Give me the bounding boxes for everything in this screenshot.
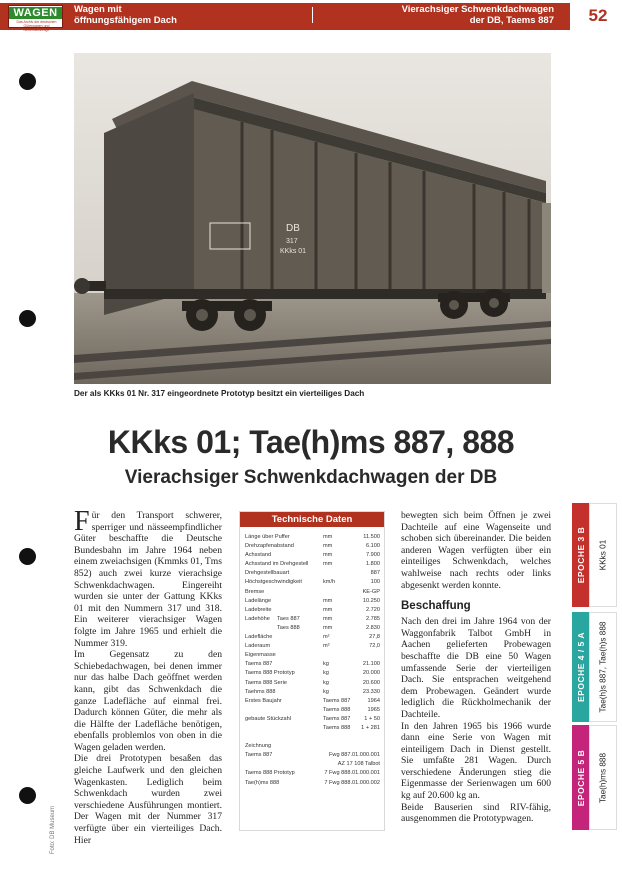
epoch-tab-3b[interactable] — [572, 503, 617, 607]
tech-value: 27,8 — [369, 634, 380, 641]
tech-data-rows — [240, 527, 384, 788]
binder-hole — [19, 310, 36, 327]
tech-unit: mm — [323, 552, 333, 559]
epoch-tab-strip — [572, 725, 589, 830]
epoch-tab-label: EPOCHE 4 / 5 A — [575, 632, 586, 702]
tech-data-box — [239, 511, 385, 831]
wagon-type-title-line1: Vierachsiger Schwenkdachwagen — [401, 4, 554, 15]
tech-label: Bremse — [245, 588, 265, 595]
epoch-tab-text: Tae(h)s 887, Tae(h)s 888 — [598, 621, 608, 713]
tech-data-row — [245, 669, 380, 678]
tech-data-row — [245, 724, 380, 733]
page-header — [0, 0, 622, 34]
article-paragraph: bewegten sich beim Öffnen je zwei Dachteile auf eine Wagenseite und schoben sich übereinander. Die beiden anderen Wagen verfügten über ein einteiliges Schwenkdach, welches wahlweise nach rechts oder links abgesenkt werden konnte. — [401, 510, 551, 591]
tech-unit: mm — [323, 615, 333, 622]
tech-data-row — [245, 597, 380, 606]
tech-label: Taehms 888 — [245, 688, 276, 695]
category-title-line1: Wagen mit — [74, 4, 122, 15]
tech-value: 887 — [370, 570, 380, 577]
tech-data-row — [245, 642, 380, 651]
article-paragraph — [74, 506, 222, 649]
tech-label: Achsstand im Drehgestell — [245, 561, 309, 568]
epoch-tab-body — [589, 725, 617, 830]
tech-data-row — [245, 733, 380, 742]
tech-value: AZ 17 108 Talbot — [337, 761, 380, 768]
tech-unit: mm — [323, 543, 333, 550]
tech-data-row — [245, 578, 380, 587]
tech-data-row — [245, 679, 380, 688]
tech-data-row — [245, 660, 380, 669]
tech-unit: m³ — [323, 643, 330, 650]
tech-label: Zeichnung — [245, 743, 272, 750]
tech-value: 1965 — [367, 706, 380, 713]
article-paragraph: Nach den drei im Jahre 1964 von der Waggonfabrik Talbot GmbH in Aachen gelieferten Probewagen beschaffte die DB eine 50 Wagen umfassende Serie der vierteiligen Dach. Sie entsprachen weitgehend dem Probewagen. Geändert wurde lediglich die Rückholmechanik der Dachteile. — [401, 616, 551, 720]
tech-label: Eigenmasse — [245, 652, 276, 659]
tech-unit: kg — [323, 688, 329, 695]
page-subtitle: Vierachsiger Schwenkdachwagen der DB — [124, 467, 498, 488]
tech-unit: Taems 888 — [323, 706, 351, 713]
logo-wordmark: WAGEN — [9, 7, 62, 19]
tech-data-row — [245, 651, 380, 660]
tech-label: Ladebreite — [245, 606, 272, 613]
tech-value: 1 + 281 — [361, 724, 380, 731]
tech-unit: kg — [323, 679, 329, 686]
tech-data-row — [245, 560, 380, 569]
tech-data-title: Technische Daten — [240, 512, 384, 527]
tech-value: 20.600 — [362, 679, 380, 686]
tech-unit: m² — [323, 634, 330, 641]
article-left-column — [74, 506, 222, 846]
tech-data-row — [245, 624, 380, 633]
tech-label: Taems 888 Prototyp — [245, 770, 295, 777]
tech-value: 21.100 — [362, 661, 380, 668]
tech-sublabel: Taes 888 — [277, 624, 300, 631]
tech-label: Laderaum — [245, 643, 271, 650]
tech-data-row — [245, 697, 380, 706]
tech-data-row — [245, 760, 380, 769]
binder-hole — [19, 73, 36, 90]
tech-data-row — [245, 779, 380, 788]
tech-unit: kg — [323, 661, 329, 668]
wagon-marking: DB — [286, 223, 300, 234]
tech-label: Länge über Puffer — [245, 534, 290, 540]
tech-label: Höchstgeschwindigkeit — [245, 579, 302, 586]
tech-value: 7.900 — [366, 552, 380, 559]
page-title: KKks 01; Tae(h)ms 887, 888 — [107, 424, 515, 460]
epoch-tab-label: EPOCHE 3 B — [575, 526, 586, 584]
tech-unit: km/h — [323, 579, 336, 586]
tech-unit: Taems 887 — [323, 697, 351, 704]
wagon-marking: 317 — [286, 238, 298, 245]
epoch-tab-5b[interactable] — [572, 725, 617, 830]
tech-value: 2.830 — [366, 624, 380, 631]
tech-data-row — [245, 688, 380, 697]
tech-value: 7 Fwg 888.01.000.002 — [324, 779, 380, 786]
epoch-tab-body — [589, 612, 617, 722]
epoch-tab-4-5a[interactable] — [572, 612, 617, 722]
tech-data-row — [245, 715, 380, 724]
tech-label: Drehzapfenabstand — [245, 543, 294, 550]
epoch-tab-strip — [572, 503, 589, 607]
wagen-logo — [8, 5, 63, 32]
tech-data-row — [245, 706, 380, 715]
photo-caption: Der als KKks 01 Nr. 317 eingeordnete Prototyp besitzt ein vierteiliges Dach — [74, 389, 365, 398]
photo-credit-text: Foto: DB Museum — [50, 805, 56, 855]
drop-cap: F — [74, 506, 90, 537]
tech-label: Achsstand — [245, 552, 272, 559]
tech-data-row — [245, 769, 380, 778]
tech-value: 100 — [370, 579, 380, 586]
epoch-tab-text: KKks 01 — [598, 539, 608, 571]
tech-label: Taems 887 — [245, 752, 273, 759]
tech-label: Ladefläche — [245, 634, 273, 641]
tech-unit: mm — [323, 561, 333, 568]
paragraph-text: ür den Transport schwerer, sperriger und nässeempfindlicher Güter beschaffte die Deutsche Bundesbahn im Jahre 1964 neben einem zweiachsigen (Kmmks 01, Tms 852) auch zwei kurze vierachsige Schwenkdachwagen. Eingereiht wurden sie unter der Gattung KKks 01 mit den Nummern 317 und 318. Ein weiterer vierachsiger Wagen folgte im Jahre 1965 und erhielt die Nummer 319. — [74, 510, 222, 649]
tech-value: 10.250 — [362, 597, 380, 604]
wagon-type-title — [402, 4, 554, 26]
tech-label: Ladelänge — [245, 597, 272, 604]
tech-unit: mm — [323, 534, 333, 540]
epoch-tab-body — [589, 503, 617, 607]
tech-value: 1964 — [367, 697, 380, 704]
category-title — [74, 4, 177, 26]
tech-label: Taems 888 Serie — [245, 679, 287, 686]
tech-data-row — [245, 533, 380, 542]
epoch-tab-text: Tae(h)ms 888 — [598, 752, 608, 803]
tech-label: Tae(h)ms 888 — [245, 779, 280, 786]
article-paragraph: Beide Bauserien sind RIV-fähig, ausgenommen die Prototypwagen. — [401, 801, 551, 825]
binder-hole — [19, 548, 36, 565]
article-paragraph: In den Jahren 1965 bis 1966 wurde dann eine Serie von Wagen mit einteiligem Dach in Dienst gestellt. Sie umfaßte 281 Wagen. Durch verschiedene Änderungen stieg die Eigenmasse der Serienwagen um 600 kg auf 20.600 kg an. — [401, 720, 551, 802]
tech-data-row — [245, 633, 380, 642]
epoch-tab-label: EPOCHE 5 B — [575, 749, 586, 806]
tech-value: 1 + 50 — [364, 715, 380, 722]
tech-unit: Taems 888 — [323, 724, 351, 731]
tech-label: gebaute Stückzahl — [245, 715, 292, 722]
article-right-column — [401, 510, 551, 825]
tech-data-row — [245, 615, 380, 624]
tech-data-row — [245, 551, 380, 560]
tech-data-row — [245, 569, 380, 578]
tech-value: KE-GP — [362, 588, 380, 595]
tech-data-row — [245, 542, 380, 551]
photo-credit — [48, 800, 58, 860]
tech-value: Fwg 887.01.000.001 — [328, 752, 380, 759]
tech-label: Taems 887 — [245, 661, 273, 668]
tech-unit: Taems 887 — [323, 715, 351, 722]
wagon-photo — [74, 53, 551, 384]
tech-value: 11.500 — [363, 534, 380, 540]
tech-sublabel: Taes 887 — [277, 615, 300, 622]
tech-label: Drehgestellbauart — [245, 570, 290, 577]
wagon-marking: KKks 01 — [280, 248, 307, 255]
tech-value: 23.330 — [362, 688, 380, 695]
tech-value: 6.100 — [366, 543, 380, 550]
wagon-type-title-line2: der DB, Taems 887 — [469, 15, 554, 26]
tech-unit: mm — [323, 624, 333, 631]
tech-unit: kg — [323, 670, 329, 677]
header-divider — [312, 7, 313, 23]
tech-value: 2.720 — [366, 606, 380, 613]
epoch-tab-strip — [572, 612, 589, 722]
binder-hole — [19, 787, 36, 804]
article-paragraph: Im Gegensatz zu den Schiebedachwagen, bei denen immer nur das halbe Dach geöffnet werden kann, gibt das Schwenkdach die ganze Ladefläche auf einmal frei. Dadurch können Güter, die mehr als die Hälfte der Ladefläche benötigen, ebenfalls problemlos von oben in die Wagen geladen werden. — [74, 649, 222, 753]
tech-data-row — [245, 588, 380, 597]
page-number: 52 — [588, 6, 608, 25]
logo-subtitle: Das Archiv der deutschen Güterwagen und Nebenfahrzeuge — [16, 20, 57, 32]
category-title-line2: öffnungsfähigem Dach — [74, 15, 177, 26]
tech-value: 20.000 — [362, 670, 380, 677]
tech-value: 2.785 — [366, 615, 380, 622]
tech-value: 72,0 — [369, 643, 380, 650]
wagon-illustration — [74, 53, 551, 384]
tech-data-row — [245, 751, 380, 760]
tech-value: 1.800 — [366, 561, 380, 568]
tech-value: 7 Fwg 888.01.000.001 — [324, 770, 380, 777]
tech-unit: mm — [323, 597, 333, 604]
section-heading: Beschaffung — [401, 600, 471, 613]
tech-data-row — [245, 742, 380, 751]
tech-data-row — [245, 606, 380, 615]
tech-label: Ladehöhe — [245, 615, 270, 622]
tech-unit: mm — [323, 606, 333, 613]
tech-label: Erstes Baujahr — [245, 697, 282, 704]
tech-label: Taems 888 Prototyp — [245, 670, 295, 677]
article-paragraph: Die drei Prototypen besaßen das gleiche Laufwerk und den gleichen Wagenkasten. Lediglich beim Schwenkdach wurden zwei verschiedene Ausführungen montiert. Der Wagen mit der Nummer 317 verfügte über ein vierteiliges Dach. Hier — [74, 753, 222, 846]
